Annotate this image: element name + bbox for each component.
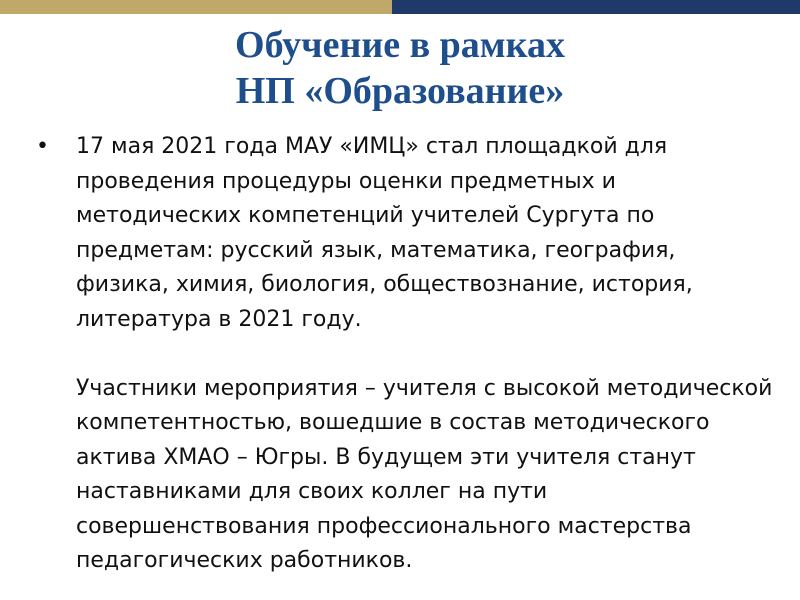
bullet-dot-icon: • (36, 134, 49, 159)
bullet-list (34, 130, 774, 579)
paragraph-spacer (76, 337, 774, 372)
top-bar-navy (392, 0, 800, 14)
paragraph-exam-info: 17 мая 2021 года МАУ «ИМЦ» стал площадкой для проведения процедуры оценки предметных и методических компетенций учителей Сургута по предметам: русский язык, математика, география, физика, химия, биология, обществознание, история, литература в 2021 году. (76, 134, 693, 332)
slide-title-line-2: НП «Образование» (235, 70, 565, 112)
paragraph-participants: Участники мероприятия – учителя с высокой методической компетентностью, вошедшие в состав методического актива ХМАО – Югры. В будущем эти учителя станут наставниками для своих коллег на пути совершенствования профессионального мастерства педагогических работников. (76, 375, 773, 573)
slide-title-line-1: Обучение в рамках (235, 24, 565, 66)
top-bar-gold (0, 0, 392, 14)
slide-title (0, 22, 800, 114)
bullet-item (34, 130, 774, 579)
